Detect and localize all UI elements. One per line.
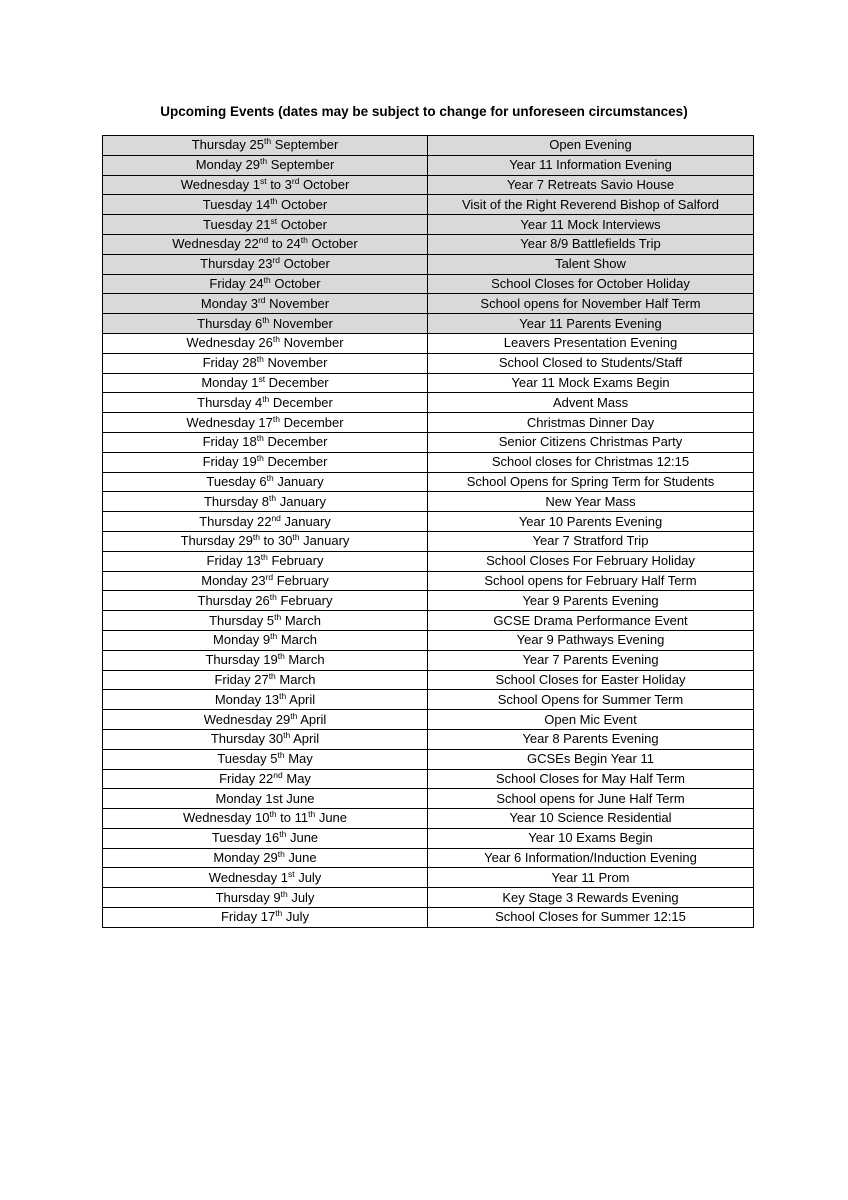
date-text: Thursday 23	[200, 256, 273, 272]
date-text: February	[267, 553, 324, 569]
date-text: Thursday 4	[197, 394, 263, 410]
date-ordinal-suffix: th	[279, 829, 287, 840]
date-ordinal-suffix: th	[268, 670, 276, 681]
table-row	[103, 710, 754, 730]
date-text: December	[280, 414, 344, 430]
event-name-cell: Year 10 Parents Evening	[428, 512, 754, 532]
date-ordinal-suffix: rd	[257, 294, 266, 305]
date-ordinal-suffix: st	[259, 175, 267, 186]
date-ordinal-suffix: nd	[271, 512, 281, 523]
date-text: Wednesday 26	[186, 335, 273, 351]
event-name-cell: School Closes for October Holiday	[428, 274, 754, 294]
date-text: Thursday 6	[197, 315, 263, 331]
event-date-cell	[103, 888, 428, 908]
date-text: October	[277, 216, 327, 232]
date-text: Tuesday 21	[203, 216, 271, 232]
date-text: Friday 19	[202, 454, 257, 470]
table-row	[103, 136, 754, 156]
date-ordinal-suffix: th	[262, 393, 270, 404]
date-text: March	[284, 652, 325, 668]
event-name-cell: Advent Mass	[428, 393, 754, 413]
event-date-cell	[103, 175, 428, 195]
table-row	[103, 195, 754, 215]
date-ordinal-suffix: th	[262, 314, 270, 325]
event-date-cell	[103, 512, 428, 532]
table-row	[103, 729, 754, 749]
table-row	[103, 294, 754, 314]
table-row	[103, 333, 754, 353]
table-row	[103, 373, 754, 393]
date-text: Thursday 29	[180, 533, 253, 549]
event-date-cell	[103, 591, 428, 611]
event-name-cell: Year 7 Parents Evening	[428, 650, 754, 670]
date-text: January	[280, 513, 331, 529]
date-ordinal-suffix: th	[280, 888, 288, 899]
date-ordinal-suffix: th	[269, 492, 277, 503]
date-text: Thursday 19	[205, 652, 278, 668]
event-name-cell: Year 11 Mock Interviews	[428, 215, 754, 235]
event-date-cell	[103, 690, 428, 710]
events-table	[102, 135, 754, 928]
date-ordinal-suffix: th	[260, 552, 268, 563]
event-date-cell	[103, 630, 428, 650]
date-text: Friday 22	[219, 770, 274, 786]
table-row	[103, 274, 754, 294]
date-text: Thursday 22	[199, 513, 272, 529]
event-date-cell	[103, 809, 428, 829]
date-ordinal-suffix: th	[308, 809, 316, 820]
date-text: Tuesday 5	[217, 751, 278, 767]
date-text: October	[279, 256, 330, 272]
event-name-cell: Year 8 Parents Evening	[428, 729, 754, 749]
event-date-cell	[103, 611, 428, 631]
event-name-cell: Year 6 Information/Induction Evening	[428, 848, 754, 868]
date-text: April	[297, 711, 327, 727]
date-ordinal-suffix: st	[258, 373, 266, 384]
event-date-cell	[103, 452, 428, 472]
table-row	[103, 175, 754, 195]
date-ordinal-suffix: st	[287, 868, 295, 879]
table-row	[103, 749, 754, 769]
date-text: November	[265, 295, 330, 311]
table-row	[103, 531, 754, 551]
event-name-cell: Year 11 Prom	[428, 868, 754, 888]
date-text: June	[286, 830, 319, 846]
date-text: November	[263, 355, 328, 371]
table-row	[103, 472, 754, 492]
date-ordinal-suffix: th	[279, 690, 287, 701]
event-date-cell	[103, 828, 428, 848]
event-name-cell: Leavers Presentation Evening	[428, 333, 754, 353]
table-row	[103, 512, 754, 532]
event-name-cell: Talent Show	[428, 254, 754, 274]
event-name-cell: School opens for February Half Term	[428, 571, 754, 591]
event-name-cell: Open Evening	[428, 136, 754, 156]
date-text: December	[269, 394, 333, 410]
table-row	[103, 650, 754, 670]
table-row	[103, 868, 754, 888]
event-name-cell: Year 10 Science Residential	[428, 809, 754, 829]
date-ordinal-suffix: rd	[272, 255, 280, 266]
date-text: Friday 18	[202, 434, 257, 450]
event-date-cell	[103, 551, 428, 571]
date-ordinal-suffix: th	[292, 532, 300, 543]
date-ordinal-suffix: nd	[258, 235, 269, 246]
event-name-cell: School Opens for Summer Term	[428, 690, 754, 710]
date-text: Friday 28	[202, 355, 257, 371]
event-date-cell	[103, 472, 428, 492]
date-text: November	[269, 315, 333, 331]
event-name-cell: School closes for Christmas 12:15	[428, 452, 754, 472]
date-text: April	[286, 691, 316, 707]
table-row	[103, 848, 754, 868]
date-ordinal-suffix: th	[252, 532, 260, 543]
event-name-cell: Year 11 Mock Exams Begin	[428, 373, 754, 393]
date-text: December	[263, 434, 328, 450]
date-ordinal-suffix: th	[272, 413, 280, 424]
table-row	[103, 393, 754, 413]
table-row	[103, 690, 754, 710]
date-ordinal-suffix: th	[270, 195, 278, 206]
event-name-cell: Year 9 Pathways Evening	[428, 630, 754, 650]
table-row	[103, 809, 754, 829]
event-name-cell: School opens for November Half Term	[428, 294, 754, 314]
table-row	[103, 828, 754, 848]
event-date-cell	[103, 155, 428, 175]
event-date-cell	[103, 274, 428, 294]
date-text: Monday 9	[213, 632, 271, 648]
date-text: February	[276, 592, 333, 608]
event-name-cell: Senior Citizens Christmas Party	[428, 432, 754, 452]
date-text: to 30	[259, 533, 293, 549]
date-ordinal-suffix: th	[275, 908, 283, 919]
table-row	[103, 611, 754, 631]
date-ordinal-suffix: rd	[265, 571, 274, 582]
event-name-cell: School Closed to Students/Staff	[428, 353, 754, 373]
table-row	[103, 432, 754, 452]
date-text: May	[282, 770, 311, 786]
date-text: Friday 13	[206, 553, 261, 569]
date-text: October	[277, 196, 328, 212]
event-name-cell: GCSEs Begin Year 11	[428, 749, 754, 769]
date-ordinal-suffix: nd	[273, 769, 283, 780]
date-text: September	[271, 137, 339, 153]
date-ordinal-suffix: th	[277, 750, 285, 761]
date-text: October	[299, 176, 350, 192]
table-row	[103, 452, 754, 472]
event-date-cell	[103, 215, 428, 235]
table-row	[103, 591, 754, 611]
date-text: Thursday 9	[215, 889, 281, 905]
date-text: to 11	[276, 810, 309, 826]
date-text: March	[281, 612, 321, 628]
table-row	[103, 314, 754, 334]
event-date-cell	[103, 413, 428, 433]
date-ordinal-suffix: th	[274, 611, 282, 622]
event-name-cell: School Closes for May Half Term	[428, 769, 754, 789]
event-date-cell	[103, 393, 428, 413]
date-text: Friday 24	[209, 275, 264, 291]
event-date-cell	[103, 294, 428, 314]
table-row	[103, 888, 754, 908]
date-ordinal-suffix: th	[266, 472, 274, 483]
date-ordinal-suffix: th	[290, 710, 298, 721]
date-text: Wednesday 10	[182, 810, 270, 826]
date-ordinal-suffix: st	[270, 215, 278, 226]
event-date-cell	[103, 314, 428, 334]
table-row	[103, 670, 754, 690]
event-date-cell	[103, 769, 428, 789]
date-text: July	[287, 889, 315, 905]
event-date-cell	[103, 789, 428, 809]
table-row	[103, 789, 754, 809]
event-date-cell	[103, 254, 428, 274]
date-text: Wednesday 1	[180, 176, 260, 192]
date-text: October	[270, 275, 321, 291]
date-text: April	[290, 731, 320, 747]
events-table-body	[103, 136, 754, 928]
table-row	[103, 215, 754, 235]
event-date-cell	[103, 432, 428, 452]
date-text: July	[282, 909, 310, 925]
event-date-cell	[103, 571, 428, 591]
event-date-cell	[103, 749, 428, 769]
date-ordinal-suffix: th	[256, 453, 264, 464]
date-text: October	[307, 236, 358, 252]
date-text: November	[280, 335, 344, 351]
table-row	[103, 769, 754, 789]
date-ordinal-suffix: th	[272, 334, 280, 345]
date-text: Thursday 30	[210, 731, 284, 747]
date-text: Monday 29	[195, 157, 261, 173]
event-name-cell: Year 10 Exams Begin	[428, 828, 754, 848]
date-text: Thursday 26	[197, 592, 270, 608]
event-date-cell	[103, 136, 428, 156]
date-ordinal-suffix: th	[277, 651, 285, 662]
date-ordinal-suffix: th	[277, 849, 285, 860]
event-date-cell	[103, 195, 428, 215]
event-name-cell: Year 11 Parents Evening	[428, 314, 754, 334]
date-ordinal-suffix: th	[300, 235, 308, 246]
date-text: Wednesday 29	[203, 711, 291, 727]
date-text: Monday 13	[214, 691, 280, 707]
table-row	[103, 492, 754, 512]
date-text: Friday 27	[214, 671, 269, 687]
date-text: Tuesday 16	[211, 830, 280, 846]
date-text: January	[276, 493, 326, 509]
date-text: Wednesday 1	[208, 869, 288, 885]
event-date-cell	[103, 650, 428, 670]
event-name-cell: Christmas Dinner Day	[428, 413, 754, 433]
page-title: Upcoming Events (dates may be subject to change for unforeseen circumstances)	[160, 104, 688, 119]
date-ordinal-suffix: th	[269, 591, 277, 602]
date-text: Thursday 8	[203, 493, 270, 509]
event-name-cell: School Closes For February Holiday	[428, 551, 754, 571]
date-text: May	[284, 751, 313, 767]
date-text: June	[284, 850, 317, 866]
date-text: Thursday 25	[191, 137, 264, 153]
table-row	[103, 234, 754, 254]
event-date-cell	[103, 729, 428, 749]
event-date-cell	[103, 234, 428, 254]
event-date-cell	[103, 670, 428, 690]
date-ordinal-suffix: th	[283, 730, 291, 741]
event-name-cell: Year 11 Information Evening	[428, 155, 754, 175]
table-row	[103, 571, 754, 591]
date-text: December	[265, 374, 329, 390]
event-date-cell	[103, 373, 428, 393]
table-row	[103, 908, 754, 928]
event-name-cell: GCSE Drama Performance Event	[428, 611, 754, 631]
event-name-cell: School Opens for Spring Term for Students	[428, 472, 754, 492]
date-text: December	[263, 454, 328, 470]
event-name-cell: Year 7 Stratford Trip	[428, 531, 754, 551]
date-ordinal-suffix: rd	[291, 175, 300, 186]
date-text: January	[299, 533, 350, 549]
event-name-cell: New Year Mass	[428, 492, 754, 512]
event-name-cell: Year 9 Parents Evening	[428, 591, 754, 611]
date-ordinal-suffix: th	[263, 136, 272, 147]
date-ordinal-suffix: th	[260, 156, 268, 167]
event-date-cell	[103, 531, 428, 551]
date-ordinal-suffix: th	[256, 433, 264, 444]
date-text: February	[273, 572, 329, 588]
date-text: Tuesday 14	[202, 196, 271, 212]
event-date-cell	[103, 353, 428, 373]
date-text: Monday 1st June	[215, 790, 315, 806]
date-text: January	[273, 473, 324, 489]
date-text: Monday 3	[200, 295, 258, 311]
date-text: Friday 17	[220, 909, 276, 925]
date-text: Tuesday 6	[206, 473, 267, 489]
date-ordinal-suffix: th	[263, 274, 271, 285]
event-date-cell	[103, 333, 428, 353]
date-text: Monday 29	[213, 850, 278, 866]
event-date-cell	[103, 492, 428, 512]
event-name-cell: School Closes for Summer 12:15	[428, 908, 754, 928]
date-text: March	[277, 632, 317, 648]
date-ordinal-suffix: th	[269, 809, 277, 820]
date-text: March	[275, 671, 316, 687]
event-name-cell: Key Stage 3 Rewards Evening	[428, 888, 754, 908]
date-text: June	[315, 810, 348, 826]
table-row	[103, 353, 754, 373]
table-row	[103, 254, 754, 274]
event-date-cell	[103, 908, 428, 928]
date-text: to 24	[268, 236, 301, 252]
event-date-cell	[103, 848, 428, 868]
event-name-cell: Year 8/9 Battlefields Trip	[428, 234, 754, 254]
date-text: Monday 23	[201, 572, 266, 588]
table-row	[103, 155, 754, 175]
date-text: to 3	[266, 176, 292, 192]
table-row	[103, 630, 754, 650]
event-name-cell: School Closes for Easter Holiday	[428, 670, 754, 690]
table-row	[103, 413, 754, 433]
event-date-cell	[103, 868, 428, 888]
event-name-cell: Open Mic Event	[428, 710, 754, 730]
date-text: Wednesday 22	[172, 236, 259, 252]
table-row	[103, 551, 754, 571]
date-text: Monday 1	[201, 374, 259, 390]
date-ordinal-suffix: th	[256, 354, 264, 365]
event-name-cell: Year 7 Retreats Savio House	[428, 175, 754, 195]
event-name-cell: Visit of the Right Reverend Bishop of Salford	[428, 195, 754, 215]
date-ordinal-suffix: th	[270, 631, 278, 642]
date-text: Wednesday 17	[186, 414, 273, 430]
event-name-cell: School opens for June Half Term	[428, 789, 754, 809]
date-text: July	[294, 869, 322, 885]
event-date-cell	[103, 710, 428, 730]
date-text: Thursday 5	[209, 612, 275, 628]
date-text: September	[267, 157, 335, 173]
